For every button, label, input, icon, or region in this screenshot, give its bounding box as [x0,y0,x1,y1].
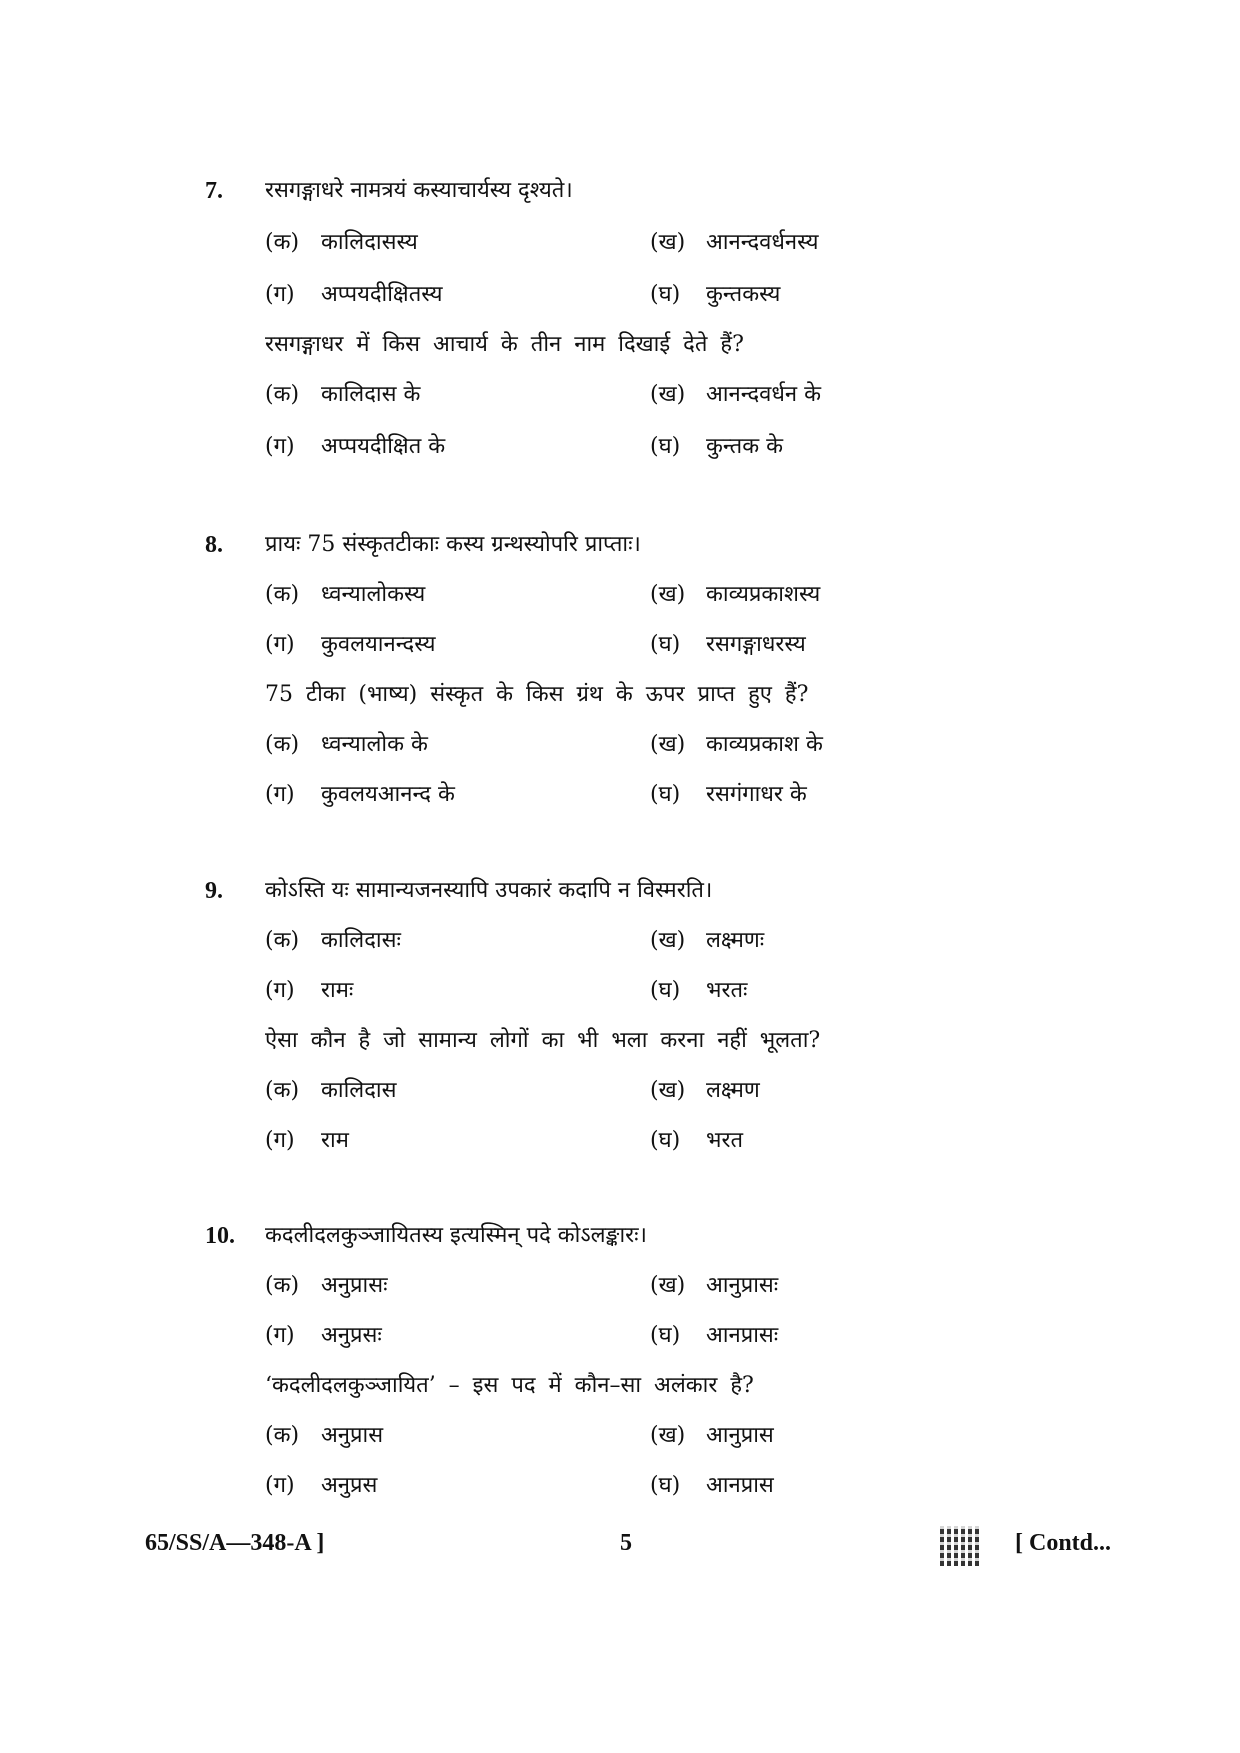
paper-code: 65/SS/A—348-A ] [145,1530,325,1556]
option-ka: (क) अनुप्रासः [265,1273,388,1298]
question-hindi-text: ‘कदलीदलकुञ्जायित’ – इस पद में कौन–सा अलंकार है? [265,1373,754,1398]
question-number: 9. [205,878,223,904]
options-row [0,977,1240,1007]
question-text: कदलीदलकुञ्जायितस्य इत्यस्मिन् पदे कोऽलङ्कारः। [265,1223,647,1248]
options-row [0,731,1240,761]
option-gha: (घ) आनप्रास [650,1473,774,1498]
options-row [0,281,1240,311]
question-number: 7. [205,178,223,204]
option-kha: (ख) लक्ष्मण [650,1078,760,1103]
options-row [0,1472,1240,1502]
option-ka: (क) ध्वन्यालोकस्य [265,582,426,607]
option-ga: (ग) अनुप्रसः [265,1323,382,1348]
option-ka: (क) कालिदास के [265,382,421,407]
qr-code-icon [940,1526,980,1566]
options-row [0,1127,1240,1157]
option-gha: (घ) भरत [650,1128,744,1153]
options-row [0,1422,1240,1452]
option-ga: (ग) अनुप्रस [265,1473,378,1498]
option-ga: (ग) अप्पयदीक्षितस्य [265,282,443,307]
option-ka: (क) कालिदासः [265,928,401,953]
option-ga: (ग) कुवलयआनन्द के [265,782,455,807]
option-ga: (ग) रामः [265,978,354,1003]
option-gha: (घ) कुन्तकस्य [650,282,781,307]
options-row [0,381,1240,411]
option-ga: (ग) राम [265,1128,349,1153]
option-kha: (ख) काव्यप्रकाश के [650,732,823,757]
options-row [0,781,1240,811]
question-hindi-text: रसगङ्गाधर में किस आचार्य के तीन नाम दिखाई देते हैं? [265,332,744,357]
option-ka: (क) ध्वन्यालोक के [265,732,428,757]
question-hindi-text: ऐसा कौन है जो सामान्य लोगों का भी भला करना नहीं भूलता? [265,1028,821,1053]
options-row [0,1272,1240,1302]
option-gha: (घ) रसगंगाधर के [650,782,807,807]
option-kha: (ख) आनुप्रास [650,1423,774,1448]
question-text: प्रायः 75 संस्कृतटीकाः कस्य ग्रन्थस्योपरि प्राप्ताः। [265,532,641,557]
option-kha: (ख) आनन्दवर्धनस्य [650,230,819,255]
options-row [0,927,1240,957]
option-gha: (घ) रसगङ्गाधरस्य [650,632,806,657]
option-ga: (ग) अप्पयदीक्षित के [265,434,446,459]
option-kha: (ख) आनन्दवर्धन के [650,382,822,407]
question-number: 10. [205,1223,235,1249]
options-row [0,631,1240,661]
question-hindi-text: 75 टीका (भाष्य) संस्कृत के किस ग्रंथ के ऊपर प्राप्त हुए हैं? [265,682,809,707]
options-row [0,581,1240,611]
option-gha: (घ) आनप्रासः [650,1323,779,1348]
options-row [0,1322,1240,1352]
option-gha: (घ) कुन्तक के [650,434,783,459]
question-number: 8. [205,532,223,558]
continued-label: [ Contd... [1015,1530,1112,1556]
option-ka: (क) कालिदासस्य [265,230,418,255]
option-kha: (ख) आनुप्रासः [650,1273,779,1298]
options-row [0,229,1240,259]
question-text: रसगङ्गाधरे नामत्रयं कस्याचार्यस्य दृश्यते। [265,178,573,203]
page-footer [0,1530,1240,1570]
page-number: 5 [620,1530,632,1556]
option-ka: (क) अनुप्रास [265,1423,384,1448]
option-gha: (घ) भरतः [650,978,748,1003]
question-text: कोऽस्ति यः सामान्यजनस्यापि उपकारं कदापि न विस्मरति। [265,878,713,903]
option-ka: (क) कालिदास [265,1078,397,1103]
option-ga: (ग) कुवलयानन्दस्य [265,632,436,657]
options-row [0,433,1240,463]
option-kha: (ख) काव्यप्रकाशस्य [650,582,821,607]
option-kha: (ख) लक्ष्मणः [650,928,765,953]
options-row [0,1077,1240,1107]
